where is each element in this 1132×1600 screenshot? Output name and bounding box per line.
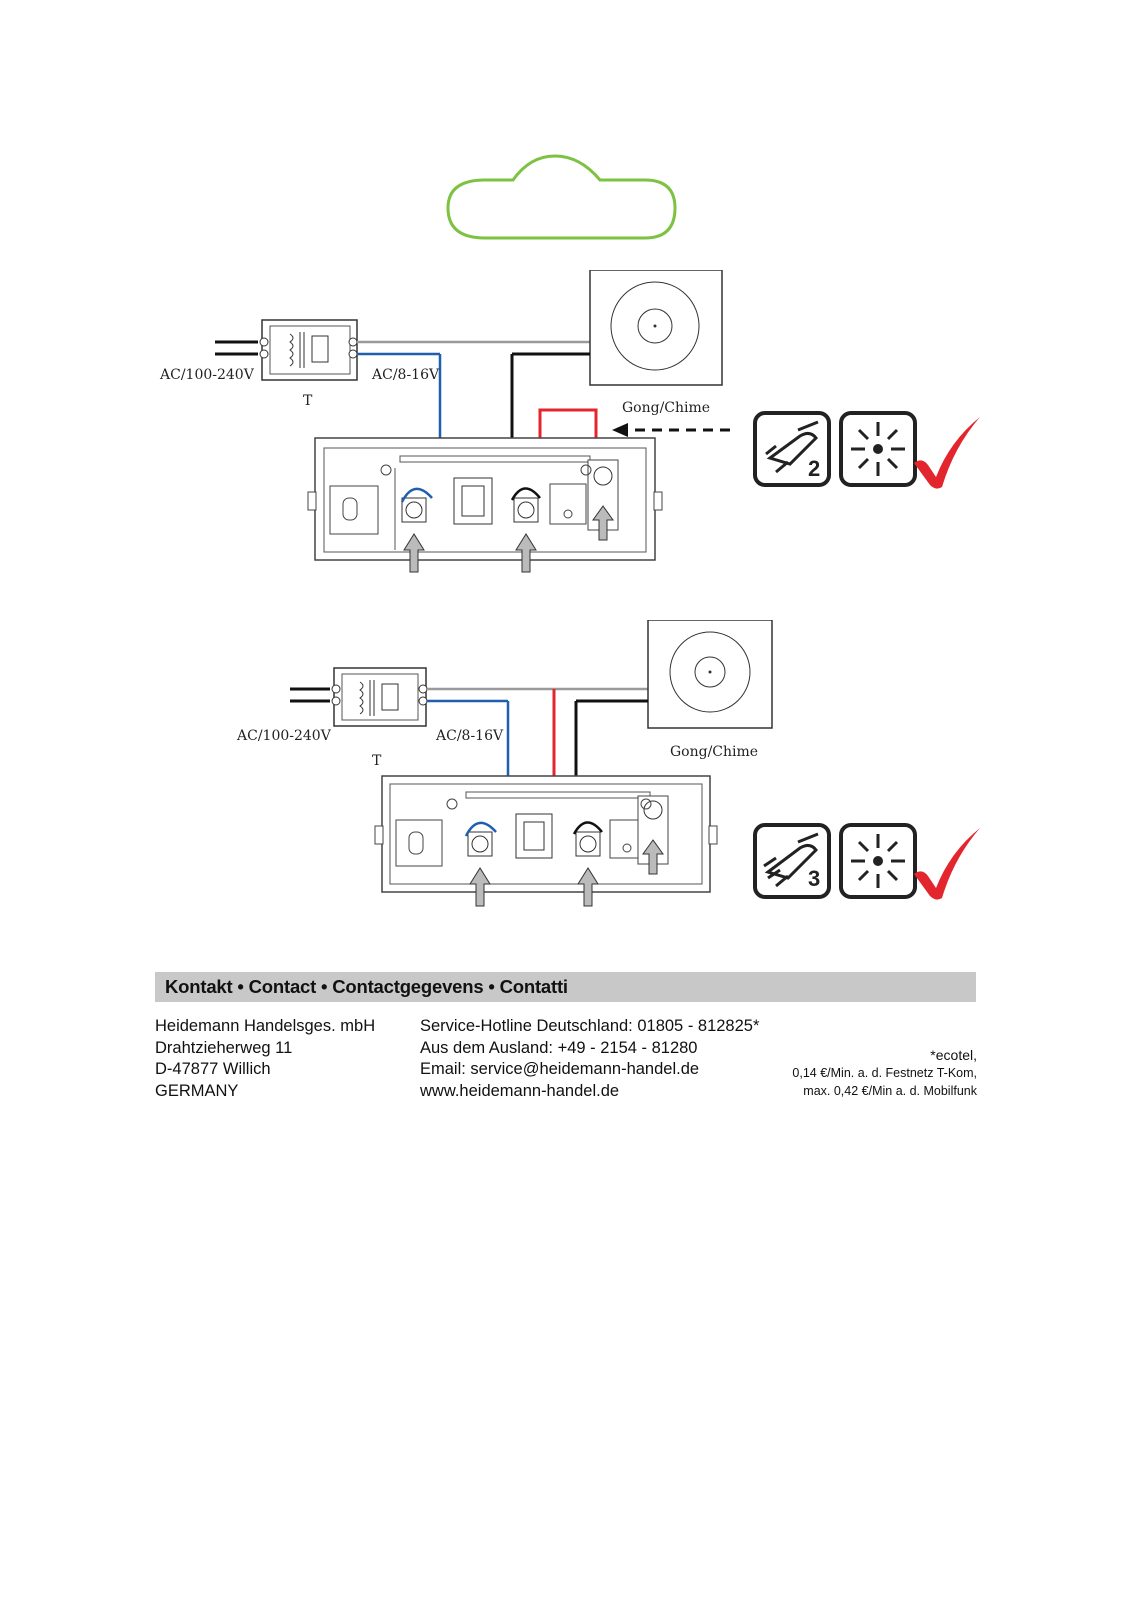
service-website[interactable]: www.heidemann-handel.de <box>420 1081 620 1100</box>
label-transformer: T <box>372 753 382 769</box>
wire-count-label: 2 <box>808 456 821 481</box>
label-output-voltage: AC/8-16V <box>436 728 504 744</box>
tariff-note <box>792 1046 977 1100</box>
address-line: D-47877 Willich <box>155 1060 271 1078</box>
service-block <box>420 1016 759 1102</box>
label-input-voltage: AC/100-240V <box>160 367 254 383</box>
label-output-voltage: AC/8-16V <box>372 367 440 383</box>
tariff-note-line: *ecotel, <box>930 1047 977 1063</box>
label-chime: Gong/Chime <box>622 400 711 416</box>
contact-header-bar <box>155 972 976 1002</box>
transformer-icon <box>260 320 357 380</box>
service-abroad: Aus dem Ausland: +49 - 2154 - 81280 <box>420 1038 698 1057</box>
tariff-note-line: 0,14 €/Min. a. d. Festnetz T-Kom, <box>792 1066 977 1080</box>
check-icon <box>912 826 982 901</box>
chime-icon <box>590 270 722 385</box>
light-icon <box>838 822 918 900</box>
address-line: Heidemann Handelsges. mbH <box>155 1017 376 1035</box>
button-base-icon <box>308 438 662 560</box>
address-line: GERMANY <box>155 1081 239 1100</box>
button-base-icon <box>375 776 717 892</box>
label-transformer: T <box>303 393 313 409</box>
wire-count-label: 3 <box>808 866 821 891</box>
address-line: Drahtzieherweg 11 <box>155 1038 293 1057</box>
label-input-voltage: AC/100-240V <box>237 728 331 744</box>
label-chime: Gong/Chime <box>670 744 759 760</box>
cloud-shape <box>440 150 690 245</box>
transformer-icon <box>332 668 427 726</box>
service-hotline: Service-Hotline Deutschland: 01805 - 812825* <box>420 1017 760 1035</box>
contact-header: Kontakt • Contact • Contactgegevens • Contatti <box>165 976 568 997</box>
address-block <box>155 1016 375 1102</box>
chime-icon <box>648 620 772 728</box>
service-email[interactable]: Email: service@heidemann-handel.de <box>420 1060 700 1078</box>
check-icon <box>912 415 982 490</box>
light-icon <box>838 410 918 488</box>
tariff-note-line: max. 0,42 €/Min a. d. Mobilfunk <box>803 1084 977 1098</box>
